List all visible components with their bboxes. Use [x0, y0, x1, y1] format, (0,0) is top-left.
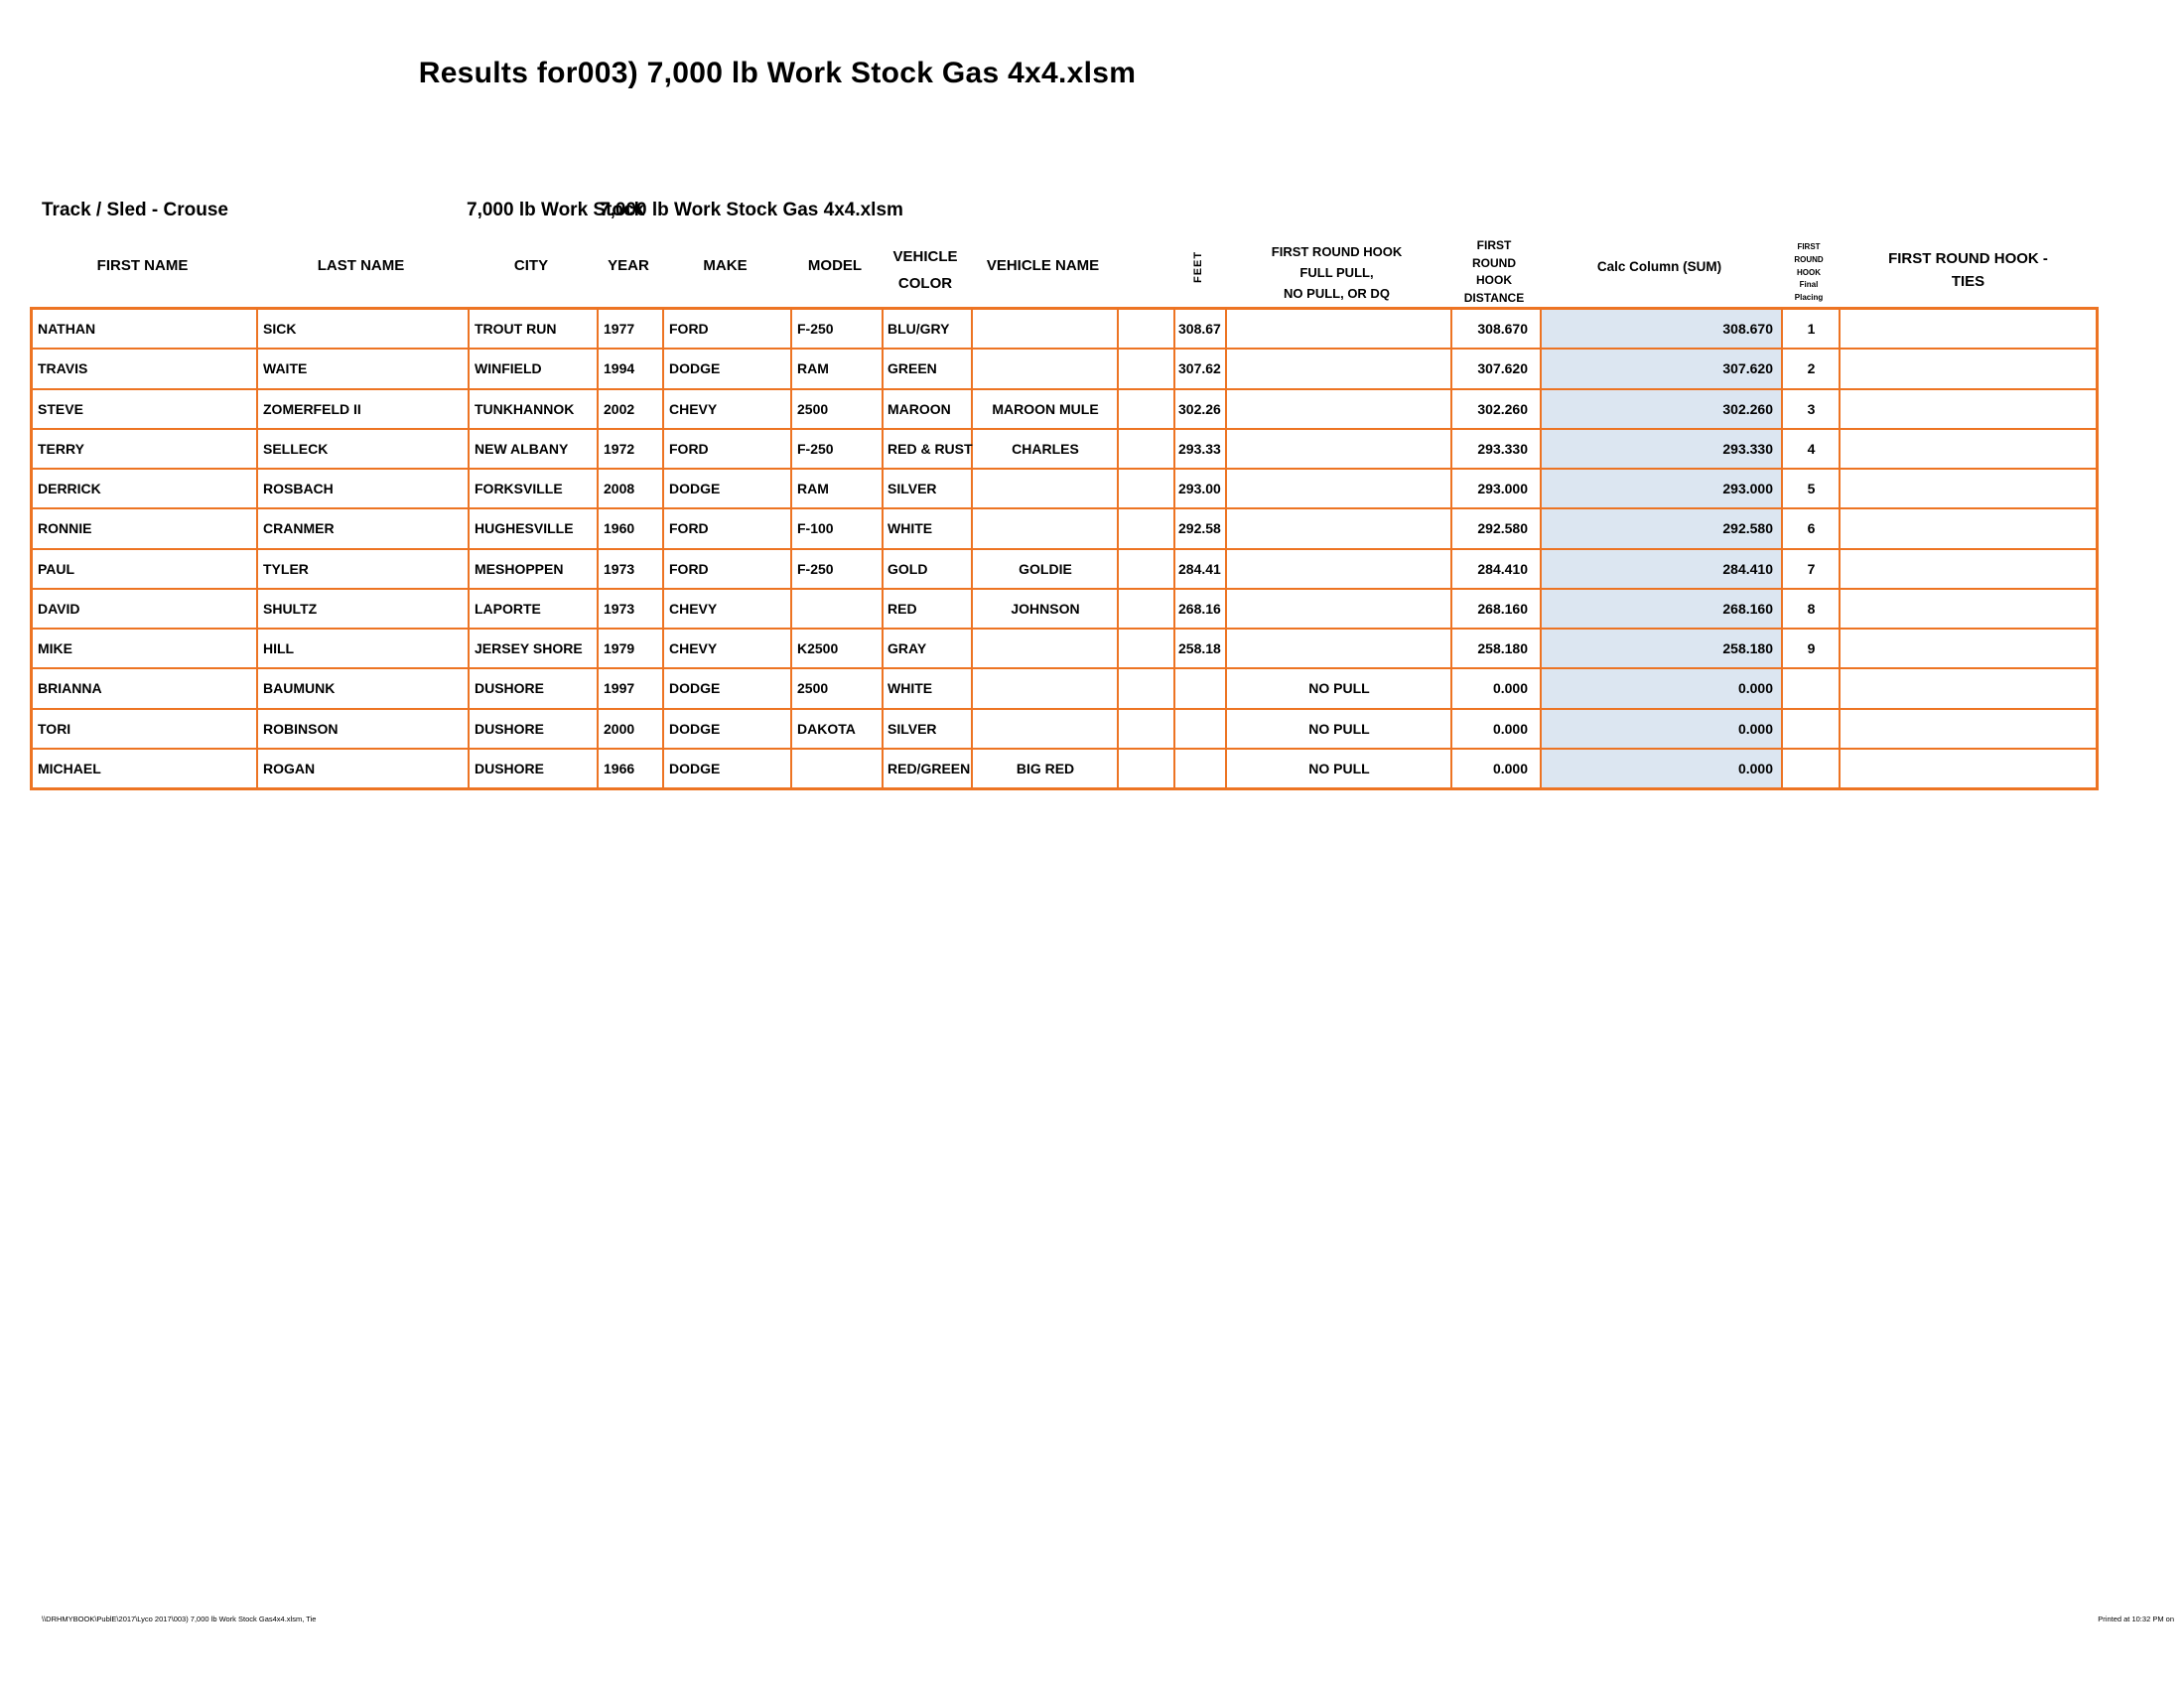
cell-year: 2002: [599, 390, 664, 428]
table-row: [33, 750, 2096, 787]
cell-ties: [1841, 550, 2102, 588]
cell-final-placing: 4: [1783, 430, 1841, 468]
cell-feet: 302.26: [1175, 390, 1227, 428]
column-header-vehicle-color: VEHICLE COLOR: [892, 248, 958, 292]
cell-model: F-250: [792, 550, 884, 588]
column-header-calc-column: Calc Column (SUM): [1596, 259, 1722, 274]
cell-vehicle-name: [973, 310, 1119, 348]
cell-hook-result: [1227, 310, 1452, 348]
cell-first-name: DERRICK: [33, 470, 258, 507]
cell-model: [792, 590, 884, 628]
cell-year: 1973: [599, 590, 664, 628]
cell-make: DODGE: [664, 750, 792, 787]
cell-year: 2008: [599, 470, 664, 507]
cell-hook-result: NO PULL: [1227, 669, 1452, 707]
table-row: [33, 590, 2096, 630]
cell-vehicle-color: SILVER: [884, 470, 973, 507]
cell-hook-distance: 258.180: [1452, 630, 1542, 667]
table-row: [33, 350, 2096, 389]
cell-make: CHEVY: [664, 630, 792, 667]
cell-vehicle-color: GREEN: [884, 350, 973, 387]
cell-vehicle-color: SILVER: [884, 710, 973, 748]
cell-hook-distance: 0.000: [1452, 710, 1542, 748]
cell-city: JERSEY SHORE: [470, 630, 599, 667]
cell-model: RAM: [792, 350, 884, 387]
cell-feet: 292.58: [1175, 509, 1227, 547]
cell-first-name: TRAVIS: [33, 350, 258, 387]
cell-first-name: STEVE: [33, 390, 258, 428]
cell-vehicle-name: [973, 470, 1119, 507]
cell-city: MESHOPPEN: [470, 550, 599, 588]
cell-vehicle-color: GRAY: [884, 630, 973, 667]
cell-last-name: SHULTZ: [258, 590, 470, 628]
cell-calc-sum: 0.000: [1542, 750, 1783, 787]
cell-year: 1972: [599, 430, 664, 468]
cell-feet: 268.16: [1175, 590, 1227, 628]
cell-city: LAPORTE: [470, 590, 599, 628]
cell-final-placing: 3: [1783, 390, 1841, 428]
cell-vehicle-color: RED: [884, 590, 973, 628]
table-row: [33, 390, 2096, 430]
cell-first-name: TORI: [33, 710, 258, 748]
column-header-final-placing: FIRST ROUND HOOK Final Placing: [1794, 242, 1824, 303]
cell-calc-sum: 293.330: [1542, 430, 1783, 468]
cell-hook-result: [1227, 590, 1452, 628]
cell-vehicle-color: WHITE: [884, 669, 973, 707]
cell-year: 1977: [599, 310, 664, 348]
cell-make: DODGE: [664, 470, 792, 507]
cell-year: 1960: [599, 509, 664, 547]
footer-file-path: \\DRHMYBOOK\PublE\2017\Lyco 2017\003) 7,000 lb Work Stock Gas4x4.xlsm, Tie: [42, 1615, 317, 1623]
cell-ties: [1841, 509, 2102, 547]
column-header-hook-result: FIRST ROUND HOOK FULL PULL, NO PULL, OR DQ: [1271, 244, 1403, 301]
cell-calc-sum: 293.000: [1542, 470, 1783, 507]
page-title: Results for003) 7,000 lb Work Stock Gas 4x4.xlsm: [418, 57, 1137, 89]
cell-vehicle-color: WHITE: [884, 509, 973, 547]
cell-ties: [1841, 390, 2102, 428]
cell-hook-distance: 308.670: [1452, 310, 1542, 348]
cell-last-name: BAUMUNK: [258, 669, 470, 707]
cell-last-name: ROGAN: [258, 750, 470, 787]
cell-spacer: [1119, 350, 1175, 387]
cell-spacer: [1119, 669, 1175, 707]
cell-spacer: [1119, 550, 1175, 588]
cell-last-name: ROBINSON: [258, 710, 470, 748]
cell-vehicle-color: RED/GREEN: [884, 750, 973, 787]
cell-vehicle-name: [973, 630, 1119, 667]
cell-hook-result: [1227, 350, 1452, 387]
cell-make: DODGE: [664, 710, 792, 748]
cell-city: HUGHESVILLE: [470, 509, 599, 547]
table-row: [33, 310, 2096, 350]
cell-model: F-250: [792, 310, 884, 348]
cell-hook-result: [1227, 550, 1452, 588]
cell-spacer: [1119, 509, 1175, 547]
cell-feet: [1175, 710, 1227, 748]
cell-last-name: HILL: [258, 630, 470, 667]
cell-ties: [1841, 630, 2102, 667]
table-row: [33, 509, 2096, 549]
cell-vehicle-name: BIG RED: [973, 750, 1119, 787]
cell-vehicle-name: [973, 710, 1119, 748]
cell-first-name: RONNIE: [33, 509, 258, 547]
cell-calc-sum: 258.180: [1542, 630, 1783, 667]
cell-ties: [1841, 350, 2102, 387]
cell-final-placing: 8: [1783, 590, 1841, 628]
cell-hook-result: [1227, 470, 1452, 507]
cell-vehicle-color: RED & RUST: [884, 430, 973, 468]
column-header-first-name: FIRST NAME: [96, 257, 189, 274]
column-header-model: MODEL: [807, 257, 863, 274]
cell-hook-result: [1227, 390, 1452, 428]
column-header-vehicle-name: VEHICLE NAME: [986, 257, 1100, 274]
cell-calc-sum: 308.670: [1542, 310, 1783, 348]
cell-ties: [1841, 470, 2102, 507]
table-row: [33, 430, 2096, 470]
cell-vehicle-name: GOLDIE: [973, 550, 1119, 588]
cell-last-name: ROSBACH: [258, 470, 470, 507]
cell-final-placing: 7: [1783, 550, 1841, 588]
cell-hook-distance: 307.620: [1452, 350, 1542, 387]
cell-calc-sum: 292.580: [1542, 509, 1783, 547]
column-header-feet-rotated: FEET: [1192, 250, 1204, 284]
table-row: [33, 470, 2096, 509]
cell-model: RAM: [792, 470, 884, 507]
cell-hook-result: [1227, 509, 1452, 547]
cell-vehicle-color: GOLD: [884, 550, 973, 588]
cell-hook-distance: 268.160: [1452, 590, 1542, 628]
table-row: [33, 710, 2096, 750]
cell-vehicle-name: [973, 669, 1119, 707]
cell-feet: 293.00: [1175, 470, 1227, 507]
cell-calc-sum: 0.000: [1542, 710, 1783, 748]
class-name-cell-1: 7,000 lb Work Stock: [467, 200, 645, 220]
cell-final-placing: 5: [1783, 470, 1841, 507]
cell-city: WINFIELD: [470, 350, 599, 387]
cell-hook-distance: 292.580: [1452, 509, 1542, 547]
cell-make: FORD: [664, 310, 792, 348]
cell-make: DODGE: [664, 669, 792, 707]
cell-spacer: [1119, 630, 1175, 667]
column-header-last-name: LAST NAME: [317, 257, 405, 274]
cell-hook-distance: 0.000: [1452, 750, 1542, 787]
cell-year: 2000: [599, 710, 664, 748]
cell-make: FORD: [664, 509, 792, 547]
cell-final-placing: 9: [1783, 630, 1841, 667]
cell-make: CHEVY: [664, 590, 792, 628]
cell-first-name: MIKE: [33, 630, 258, 667]
cell-ties: [1841, 310, 2102, 348]
column-header-year: YEAR: [608, 257, 649, 274]
cell-last-name: SELLECK: [258, 430, 470, 468]
cell-last-name: SICK: [258, 310, 470, 348]
cell-spacer: [1119, 750, 1175, 787]
cell-feet: 308.67: [1175, 310, 1227, 348]
cell-feet: 293.33: [1175, 430, 1227, 468]
cell-calc-sum: 307.620: [1542, 350, 1783, 387]
cell-hook-result: NO PULL: [1227, 710, 1452, 748]
cell-last-name: ZOMERFELD II: [258, 390, 470, 428]
cell-final-placing: [1783, 750, 1841, 787]
cell-model: 2500: [792, 669, 884, 707]
cell-year: 1966: [599, 750, 664, 787]
cell-first-name: MICHAEL: [33, 750, 258, 787]
cell-hook-result: [1227, 430, 1452, 468]
class-name-cell-2: 7,000 lb Work Stock Gas 4x4.xlsm: [600, 200, 903, 220]
cell-vehicle-name: [973, 509, 1119, 547]
cell-city: TUNKHANNOK: [470, 390, 599, 428]
cell-hook-distance: 284.410: [1452, 550, 1542, 588]
cell-feet: [1175, 669, 1227, 707]
cell-year: 1979: [599, 630, 664, 667]
cell-ties: [1841, 710, 2102, 748]
cell-model: K2500: [792, 630, 884, 667]
cell-final-placing: [1783, 669, 1841, 707]
cell-make: FORD: [664, 430, 792, 468]
cell-calc-sum: 0.000: [1542, 669, 1783, 707]
table-row: [33, 630, 2096, 669]
cell-model: [792, 750, 884, 787]
cell-make: CHEVY: [664, 390, 792, 428]
cell-last-name: CRANMER: [258, 509, 470, 547]
cell-last-name: WAITE: [258, 350, 470, 387]
cell-spacer: [1119, 430, 1175, 468]
cell-city: NEW ALBANY: [470, 430, 599, 468]
cell-vehicle-name: MAROON MULE: [973, 390, 1119, 428]
cell-spacer: [1119, 310, 1175, 348]
cell-year: 1973: [599, 550, 664, 588]
cell-first-name: DAVID: [33, 590, 258, 628]
cell-year: 1994: [599, 350, 664, 387]
cell-vehicle-color: BLU/GRY: [884, 310, 973, 348]
column-header-make: MAKE: [703, 257, 748, 274]
cell-year: 1997: [599, 669, 664, 707]
cell-spacer: [1119, 390, 1175, 428]
cell-ties: [1841, 590, 2102, 628]
cell-city: DUSHORE: [470, 669, 599, 707]
cell-hook-result: [1227, 630, 1452, 667]
results-table: [30, 307, 2099, 790]
cell-first-name: PAUL: [33, 550, 258, 588]
cell-final-placing: 1: [1783, 310, 1841, 348]
cell-first-name: NATHAN: [33, 310, 258, 348]
cell-spacer: [1119, 710, 1175, 748]
cell-spacer: [1119, 590, 1175, 628]
cell-model: 2500: [792, 390, 884, 428]
cell-model: F-100: [792, 509, 884, 547]
track-sled-label: Track / Sled - Crouse: [42, 200, 228, 220]
cell-city: DUSHORE: [470, 710, 599, 748]
table-row: [33, 550, 2096, 590]
cell-feet: 307.62: [1175, 350, 1227, 387]
cell-vehicle-color: MAROON: [884, 390, 973, 428]
column-header-hook-distance: FIRST ROUND HOOK DISTANCE: [1463, 238, 1525, 305]
cell-ties: [1841, 669, 2102, 707]
cell-spacer: [1119, 470, 1175, 507]
cell-model: F-250: [792, 430, 884, 468]
cell-first-name: TERRY: [33, 430, 258, 468]
cell-final-placing: 2: [1783, 350, 1841, 387]
cell-ties: [1841, 430, 2102, 468]
cell-hook-distance: 0.000: [1452, 669, 1542, 707]
cell-final-placing: 6: [1783, 509, 1841, 547]
cell-feet: 284.41: [1175, 550, 1227, 588]
cell-last-name: TYLER: [258, 550, 470, 588]
cell-hook-distance: 302.260: [1452, 390, 1542, 428]
column-header-ties: FIRST ROUND HOOK - TIES: [1888, 250, 2048, 290]
cell-final-placing: [1783, 710, 1841, 748]
cell-calc-sum: 284.410: [1542, 550, 1783, 588]
cell-hook-distance: 293.330: [1452, 430, 1542, 468]
cell-ties: [1841, 750, 2102, 787]
cell-feet: 258.18: [1175, 630, 1227, 667]
cell-feet: [1175, 750, 1227, 787]
table-row: [33, 669, 2096, 709]
cell-make: DODGE: [664, 350, 792, 387]
cell-hook-distance: 293.000: [1452, 470, 1542, 507]
cell-city: TROUT RUN: [470, 310, 599, 348]
cell-first-name: BRIANNA: [33, 669, 258, 707]
cell-city: DUSHORE: [470, 750, 599, 787]
cell-calc-sum: 302.260: [1542, 390, 1783, 428]
cell-calc-sum: 268.160: [1542, 590, 1783, 628]
cell-vehicle-name: CHARLES: [973, 430, 1119, 468]
footer-printed-time: Printed at 10:32 PM on: [2098, 1615, 2174, 1623]
cell-hook-result: NO PULL: [1227, 750, 1452, 787]
cell-make: FORD: [664, 550, 792, 588]
cell-city: FORKSVILLE: [470, 470, 599, 507]
cell-model: DAKOTA: [792, 710, 884, 748]
column-header-city: CITY: [513, 257, 549, 274]
cell-vehicle-name: JOHNSON: [973, 590, 1119, 628]
cell-vehicle-name: [973, 350, 1119, 387]
